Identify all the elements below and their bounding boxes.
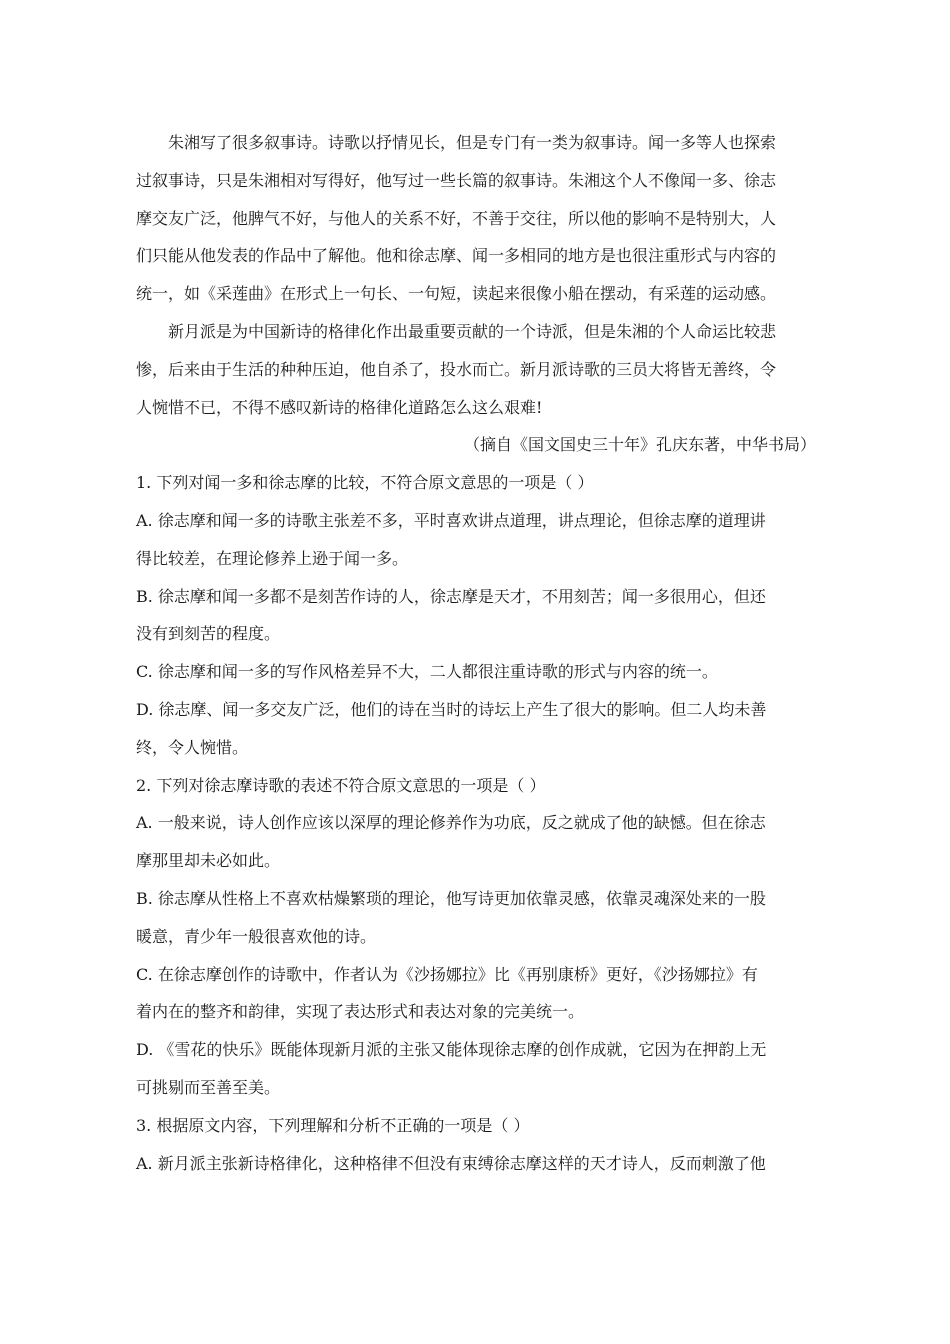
passage-line: 朱湘写了很多叙事诗。诗歌以抒情见长，但是专门有一类为叙事诗。闻一多等人也探索 bbox=[168, 133, 777, 152]
document-page bbox=[136, 124, 816, 1182]
option-a-continuation: 摩那里却未必如此。 bbox=[136, 851, 281, 871]
option-b: B. 徐志摩从性格上不喜欢枯燥繁琐的理论，他写诗更加依靠灵感，依靠灵魂深处来的一股 bbox=[136, 888, 766, 908]
question-stem: 1. 下列对闻一多和徐志摩的比较，不符合原文意思的一项是（ ） bbox=[136, 473, 594, 493]
option-d: D. 《雪花的快乐》既能体现新月派的主张又能体现徐志摩的创作成就，它因为在押韵上无 bbox=[136, 1040, 767, 1060]
question-stem: 3. 根据原文内容，下列理解和分析不正确的一项是（ ） bbox=[136, 1115, 530, 1135]
option-d-continuation: 可挑剔而至善至美。 bbox=[136, 1077, 281, 1097]
option-b: B. 徐志摩和闻一多都不是刻苦作诗的人，徐志摩是天才，不用刻苦；闻一多很用心，但还 bbox=[136, 586, 766, 606]
option-c-continuation: 着内在的整齐和韵律，实现了表达形式和表达对象的完美统一。 bbox=[136, 1002, 585, 1022]
option-b-continuation: 没有到刻苦的程度。 bbox=[136, 624, 281, 644]
question-stem: 2. 下列对徐志摩诗歌的表述不符合原文意思的一项是（ ） bbox=[136, 775, 546, 795]
question-2 bbox=[136, 767, 816, 1107]
option-d: D. 徐志摩、闻一多交友广泛，他们的诗在当时的诗坛上产生了很大的影响。但二人均未善 bbox=[136, 699, 767, 719]
option-a: A. 徐志摩和闻一多的诗歌主张差不多，平时喜欢讲点道理，讲点理论，但徐志摩的道理讲 bbox=[136, 510, 766, 530]
option-c: C. 在徐志摩创作的诗歌中，作者认为《沙扬娜拉》比《再别康桥》更好，《沙扬娜拉》有 bbox=[136, 964, 758, 984]
passage-line: 人惋惜不已，不得不感叹新诗的格律化道路怎么这么艰难! bbox=[136, 397, 543, 417]
source-citation: （摘自《国文国史三十年》孔庆东著，中华书局） bbox=[463, 435, 816, 455]
passage-line: 摩交友广泛，他脾气不好，与他人的关系不好，不善于交往，所以他的影响不是特别大，人 bbox=[136, 208, 777, 228]
option-a: A. 一般来说，诗人创作应该以深厚的理论修养作为功底，反之就成了他的缺憾。但在徐志 bbox=[136, 813, 766, 833]
option-a: A. 新月派主张新诗格律化，这种格律不但没有束缚徐志摩这样的天才诗人，反而刺激了他 bbox=[136, 1153, 766, 1173]
option-c: C. 徐志摩和闻一多的写作风格差异不大，二人都很注重诗歌的形式与内容的统一。 bbox=[136, 662, 718, 682]
passage-line: 们只能从他发表的作品中了解他。他和徐志摩、闻一多相同的地方是也很注重形式与内容的 bbox=[136, 246, 777, 266]
option-a-continuation: 得比较差，在理论修养上逊于闻一多。 bbox=[136, 548, 409, 568]
passage-line: 过叙事诗，只是朱湘相对写得好，他写过一些长篇的叙事诗。朱湘这个人不像闻一多、徐志 bbox=[136, 170, 777, 190]
passage-paragraph bbox=[136, 124, 816, 313]
passage-paragraph bbox=[136, 313, 816, 426]
passage-line: 新月派是为中国新诗的格律化作出最重要贡献的一个诗派，但是朱湘的个人命运比较悲 bbox=[168, 321, 777, 341]
passage-line: 惨，后来由于生活的种种压迫，他自杀了，投水而亡。新月派诗歌的三员大将皆无善终，令 bbox=[136, 359, 777, 379]
option-d-continuation: 终，令人惋惜。 bbox=[136, 737, 249, 757]
option-b-continuation: 暖意，青少年一般很喜欢他的诗。 bbox=[136, 926, 377, 946]
passage-line: 统一，如《采莲曲》在形式上一句长、一句短，读起来很像小船在摆动，有采莲的运动感。 bbox=[136, 284, 777, 304]
question-3 bbox=[136, 1107, 816, 1183]
question-1 bbox=[136, 464, 816, 766]
